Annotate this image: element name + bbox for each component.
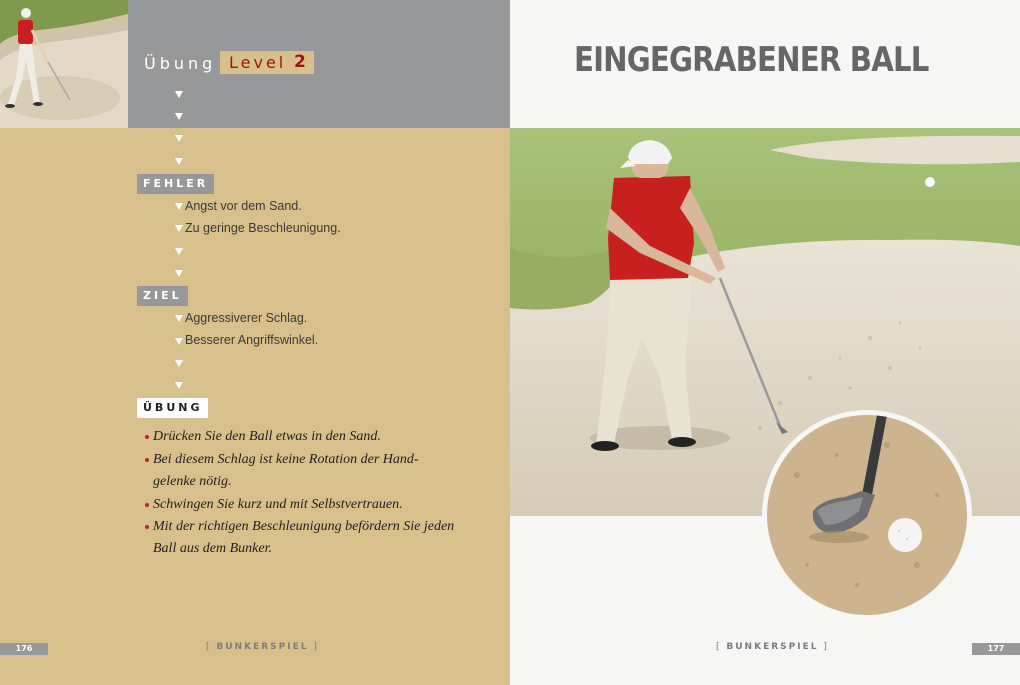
bullet-icon [145, 458, 149, 462]
bracket-open: [ [716, 642, 722, 652]
uebung-line: Bei diesem Schlag ist keine Rotation der Hand- [153, 452, 419, 467]
bracket-open: [ [206, 642, 212, 652]
uebung-line: gelenke nötig. [153, 474, 232, 489]
uebung-line: Schwingen Sie kurz und mit Selbstvertrauen. [153, 497, 403, 512]
page-number: 177 [972, 643, 1020, 655]
bullet-icon [145, 503, 149, 507]
exercise-label: Übung [144, 54, 217, 73]
triangle-marker-icon [175, 113, 183, 120]
bracket-close: ] [313, 642, 319, 652]
club-closeup-inset [762, 410, 972, 620]
section-label-uebung: ÜBUNG [137, 398, 208, 418]
running-title-text: BUNKERSPIEL [216, 642, 309, 652]
triangle-marker-icon [175, 158, 183, 165]
ziel-item: Besserer Angriffswinkel. [185, 333, 319, 347]
running-title-text: BUNKERSPIEL [726, 642, 819, 652]
triangle-marker-icon [175, 225, 183, 232]
section-label-ziel: ZIEL [137, 286, 188, 306]
triangle-marker-icon [175, 91, 183, 98]
ziel-item: Aggressiverer Schlag. [185, 311, 308, 325]
fehler-item: Angst vor dem Sand. [185, 199, 302, 213]
page-number: 176 [0, 643, 48, 655]
triangle-marker-icon [175, 315, 183, 322]
triangle-marker-icon [175, 203, 183, 210]
triangle-marker-icon [175, 360, 183, 367]
level-word: Level [229, 53, 287, 72]
fehler-item: Zu geringe Beschleunigung. [185, 221, 341, 235]
section-label-fehler: FEHLER [137, 174, 214, 194]
golfer-thumbnail-image [0, 0, 128, 128]
triangle-marker-icon [175, 135, 183, 142]
triangle-marker-icon [175, 382, 183, 389]
level-number: 2 [294, 52, 306, 72]
running-title [716, 642, 829, 652]
uebung-line: Drücken Sie den Ball etwas in den Sand. [153, 429, 381, 444]
triangle-marker-icon [175, 338, 183, 345]
bullet-icon [145, 435, 149, 439]
page-title: EINGEGRABENER BALL [574, 40, 929, 80]
triangle-marker-icon [175, 270, 183, 277]
running-title [206, 642, 319, 652]
bracket-close: ] [823, 642, 829, 652]
right-page [510, 0, 1020, 685]
uebung-line: Ball aus dem Bunker. [153, 541, 272, 556]
triangle-marker-icon [175, 248, 183, 255]
bullet-icon [145, 525, 149, 529]
uebung-line: Mit der richtigen Beschleunigung befördern Sie jeden [153, 519, 455, 534]
